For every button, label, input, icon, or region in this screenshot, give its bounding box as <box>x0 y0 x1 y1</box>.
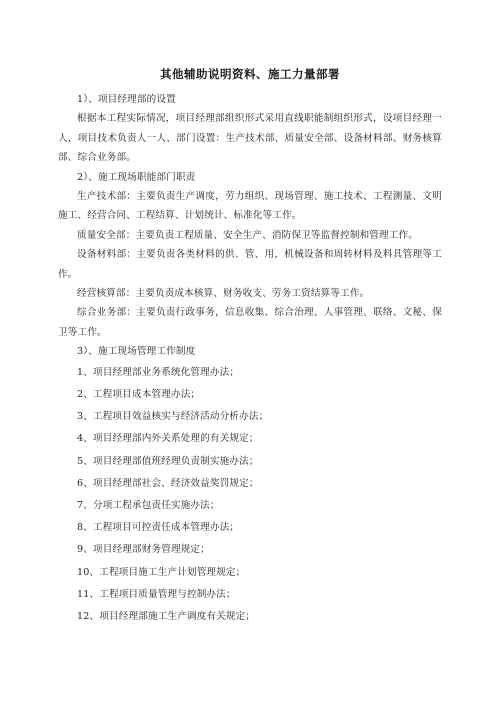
list-item: 10、工程项目施工生产计划管理规定； <box>77 566 246 578</box>
list-item: 1、项目经理部业务系统化管理办法； <box>77 366 240 378</box>
section-heading-2: 2）、施工现场职能部门职责 <box>77 171 196 183</box>
list-item: 5、项目经理部值班经理负责制实施办法； <box>77 455 259 467</box>
body-paragraph: 质量安全部：主要负责工程质量、安全生产、消防保卫等监督控制和管理工作。 <box>77 229 419 241</box>
body-paragraph: 经营核算部：主要负责成本核算、财务收支、劳务工资结算等工作。 <box>77 288 370 300</box>
list-item: 8、工程项目可控责任成本管理办法； <box>77 522 240 534</box>
list-item: 12、项目经理部施工生产调度有关规定； <box>77 610 256 622</box>
document-title: 其他辅助说明资料、施工力量部署 <box>160 67 340 81</box>
list-item: 4、项目经理部内外关系处理的有关规定； <box>77 433 259 445</box>
list-item: 9、项目经理部财务管理规定； <box>77 544 210 556</box>
body-paragraph: 生产技术部：主要负责生产调度，劳力组织、现场管理、施工技术、工程测量、文明施工、经营合同、工程结算、计划统计、标准化等工作。 <box>58 191 442 222</box>
list-item: 3、工程项目效益核实与经济活动分析办法； <box>77 411 269 423</box>
body-paragraph: 综合业务部：主要负责行政事务，信息收集、综合治理、人事管理、联络、文秘、保卫等工作。 <box>58 307 442 338</box>
list-item: 6、项目经理部社会、经济效益奖罚规定； <box>77 477 259 489</box>
body-paragraph: 设备材料部：主要负责各类材料的供、管、用，机械设备和周转材料及料具管理等工作。 <box>58 249 442 280</box>
list-item: 11、工程项目质量管理与控制办法； <box>77 588 236 600</box>
section-heading-3: 3）、施工现场管理工作制度 <box>77 346 196 358</box>
regulation-list <box>58 362 442 628</box>
section-heading-1: 1）、项目经理部的设置 <box>77 94 176 105</box>
body-paragraph: 根据本工程实际情况，项目经理部组织形式采用直线职能制组织形式，设项目经理一人，项目技术负责人一人、部门设置：生产技术部、质量安全部、设备材料部、财务核算部、综合业务部。 <box>58 113 442 164</box>
list-item: 2、工程项目成本管理办法； <box>77 388 201 400</box>
list-item: 7、分项工程承包责任实施办法； <box>77 499 220 511</box>
